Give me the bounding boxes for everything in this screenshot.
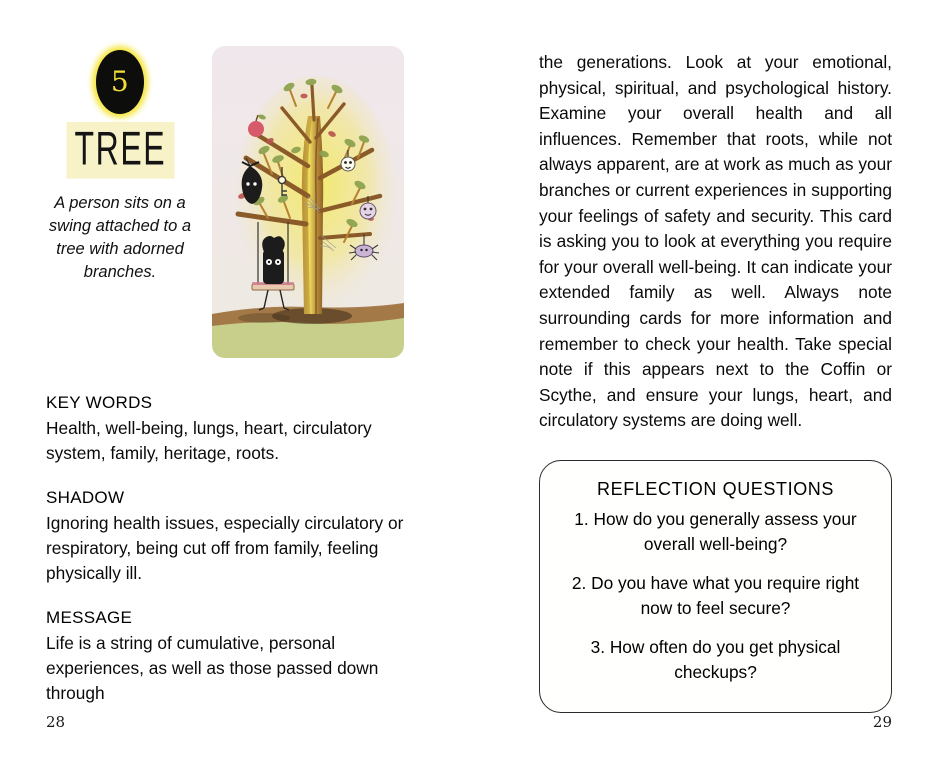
reflection-questions-box bbox=[539, 460, 892, 713]
section-key-words bbox=[46, 392, 409, 466]
card-title-wrap bbox=[46, 122, 194, 176]
page-number-left: 28 bbox=[46, 713, 66, 731]
page-number-right: 29 bbox=[872, 713, 892, 731]
reflection-questions-title: REFLECTION QUESTIONS bbox=[596, 478, 835, 499]
section-body: Health, well-being, lungs, heart, circulatory system, family, heritage, roots. bbox=[46, 418, 372, 463]
list-item: 1. How do you generally assess your overall well-being? bbox=[574, 508, 857, 555]
card-number-badge bbox=[92, 46, 148, 118]
section-message bbox=[46, 607, 409, 706]
section-heading: MESSAGE bbox=[46, 608, 133, 627]
card-number: 5 bbox=[110, 65, 130, 98]
section-heading: KEY WORDS bbox=[46, 393, 153, 412]
message-continuation: the generations. Look at your emotional, physical, spiritual, and psychological history. Examine your overall health and all influences. Remember that roots, while not always apparent, are at work as much as your branches or current experiences in supporting your feelings of safety and security. This card is asking you to look at everything you require for your overall well-being. It can indicate your extended family as well. Always note surrounding cards for more information and remember to check your health. Take special note if this appears next to the Coffin or Scythe, and ensure your lungs, heart, and circulatory systems are doing well. bbox=[539, 52, 892, 431]
section-heading: SHADOW bbox=[46, 488, 125, 507]
right-page bbox=[469, 0, 938, 769]
card-title: TREE bbox=[66, 122, 174, 179]
list-item: 2. Do you have what you require right now to feel secure? bbox=[571, 572, 860, 619]
card-title-block bbox=[46, 46, 194, 284]
card-illustration bbox=[212, 46, 404, 358]
card-caption: A person sits on a swing attached to a tree with adorned branches. bbox=[48, 194, 192, 281]
section-body: Life is a string of cumulative, personal experiences, as well as those passed down through bbox=[46, 633, 379, 703]
list-item: 3. How often do you get physical checkups? bbox=[590, 636, 841, 683]
card-header bbox=[46, 0, 409, 358]
section-shadow bbox=[46, 487, 409, 586]
tree-card-artwork bbox=[212, 46, 404, 358]
reflection-question-list bbox=[562, 507, 869, 686]
section-body: Ignoring health issues, especially circulatory or respiratory, being cut off from family, feeling physically ill. bbox=[46, 513, 404, 583]
